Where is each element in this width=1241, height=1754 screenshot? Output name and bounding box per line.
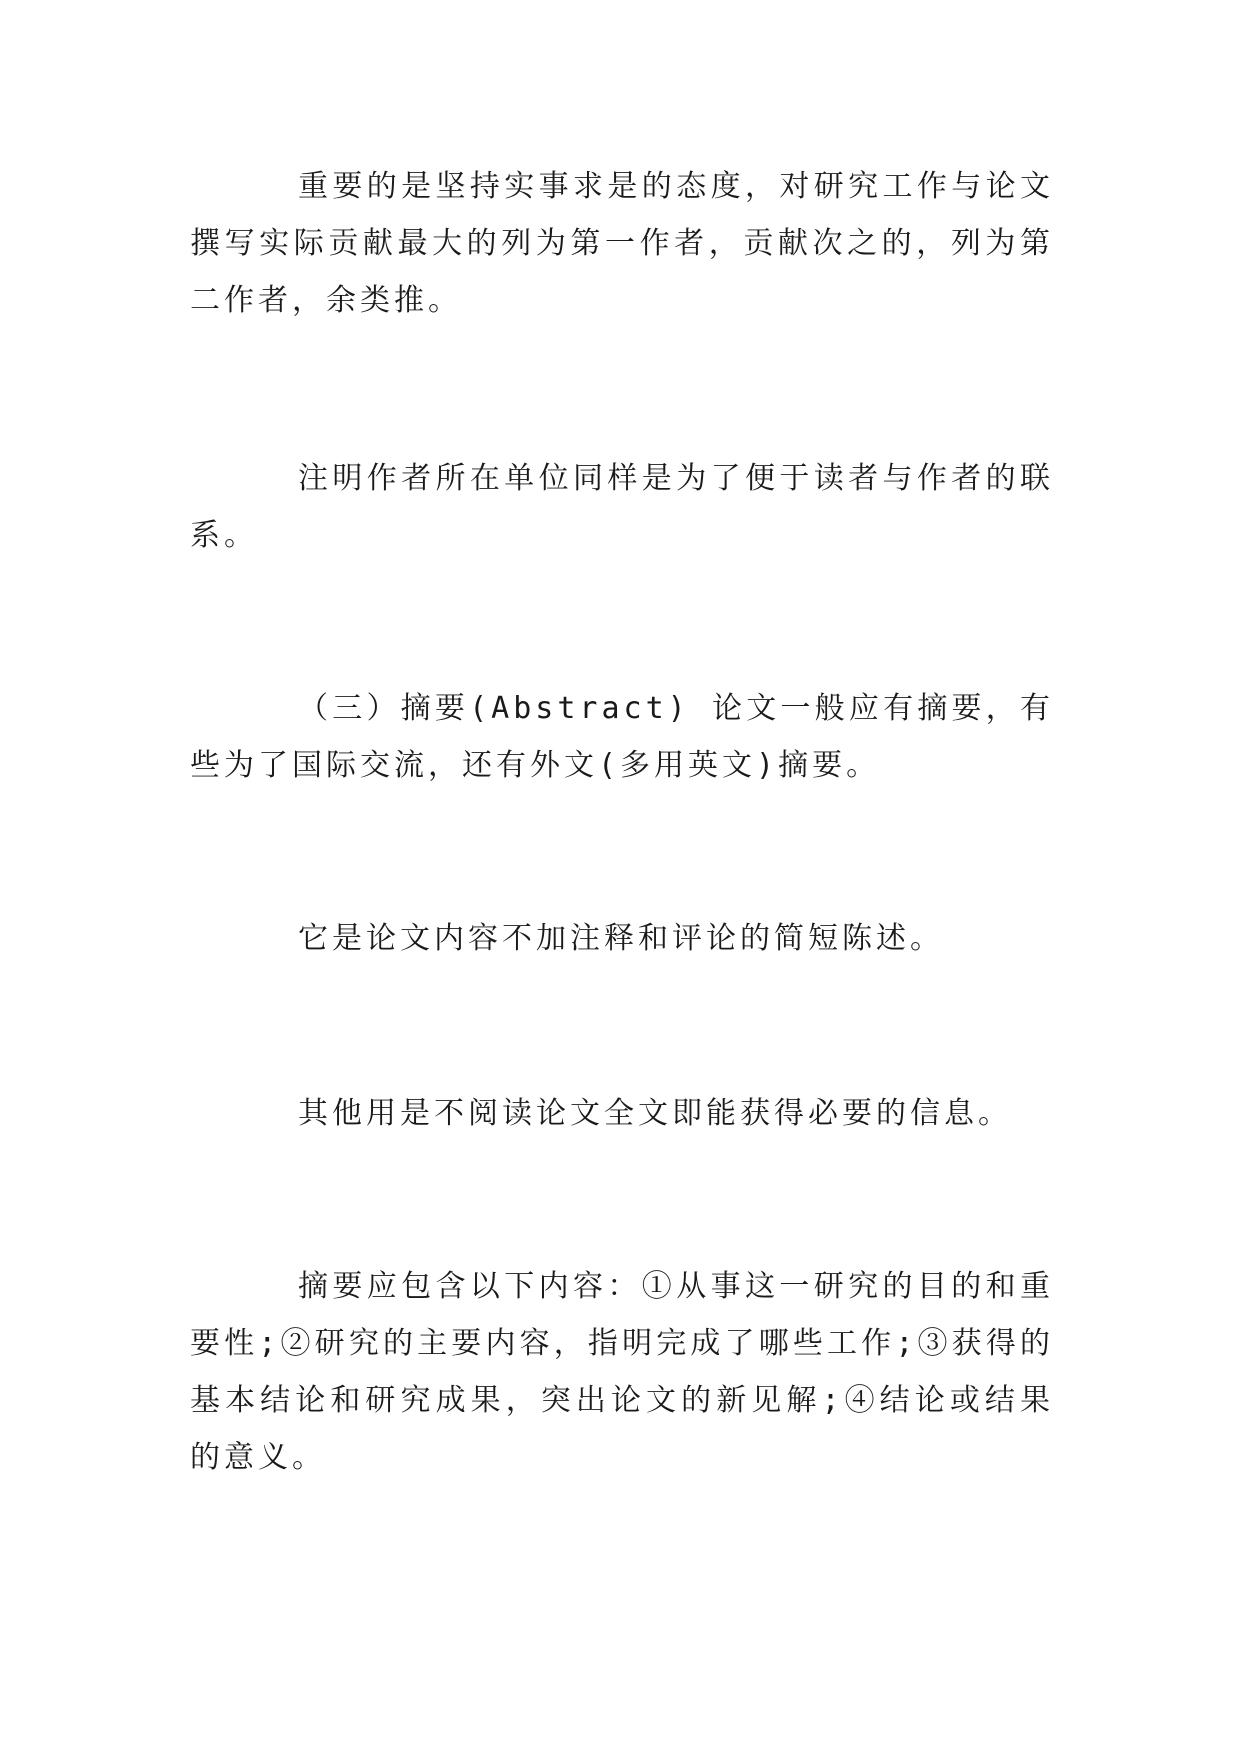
paragraph-abstract-definition: 它是论文内容不加注释和评论的简短陈述。	[298, 921, 944, 956]
paragraph-author-order: 重要的是坚持实事求是的态度，对研究工作与论文撰写实际贡献最大的列为第一作者，贡献次之的，列为第二作者，余类推。	[190, 169, 1054, 318]
paragraph-abstract-heading: （三）摘要(Abstract) 论文一般应有摘要，有些为了国际交流，还有外文(多用英文)摘要。	[190, 691, 1054, 783]
paragraph-abstract-contents: 摘要应包含以下内容：①从事这一研究的目的和重要性;②研究的主要内容，指明完成了哪些工作;③获得的基本结论和研究成果，突出论文的新见解;④结论或结果的意义。	[190, 1269, 1054, 1475]
paragraph-abstract-purpose: 其他用是不阅读论文全文即能获得必要的信息。	[298, 1096, 1012, 1131]
paragraph-author-affiliation: 注明作者所在单位同样是为了便于读者与作者的联系。	[190, 461, 1054, 553]
